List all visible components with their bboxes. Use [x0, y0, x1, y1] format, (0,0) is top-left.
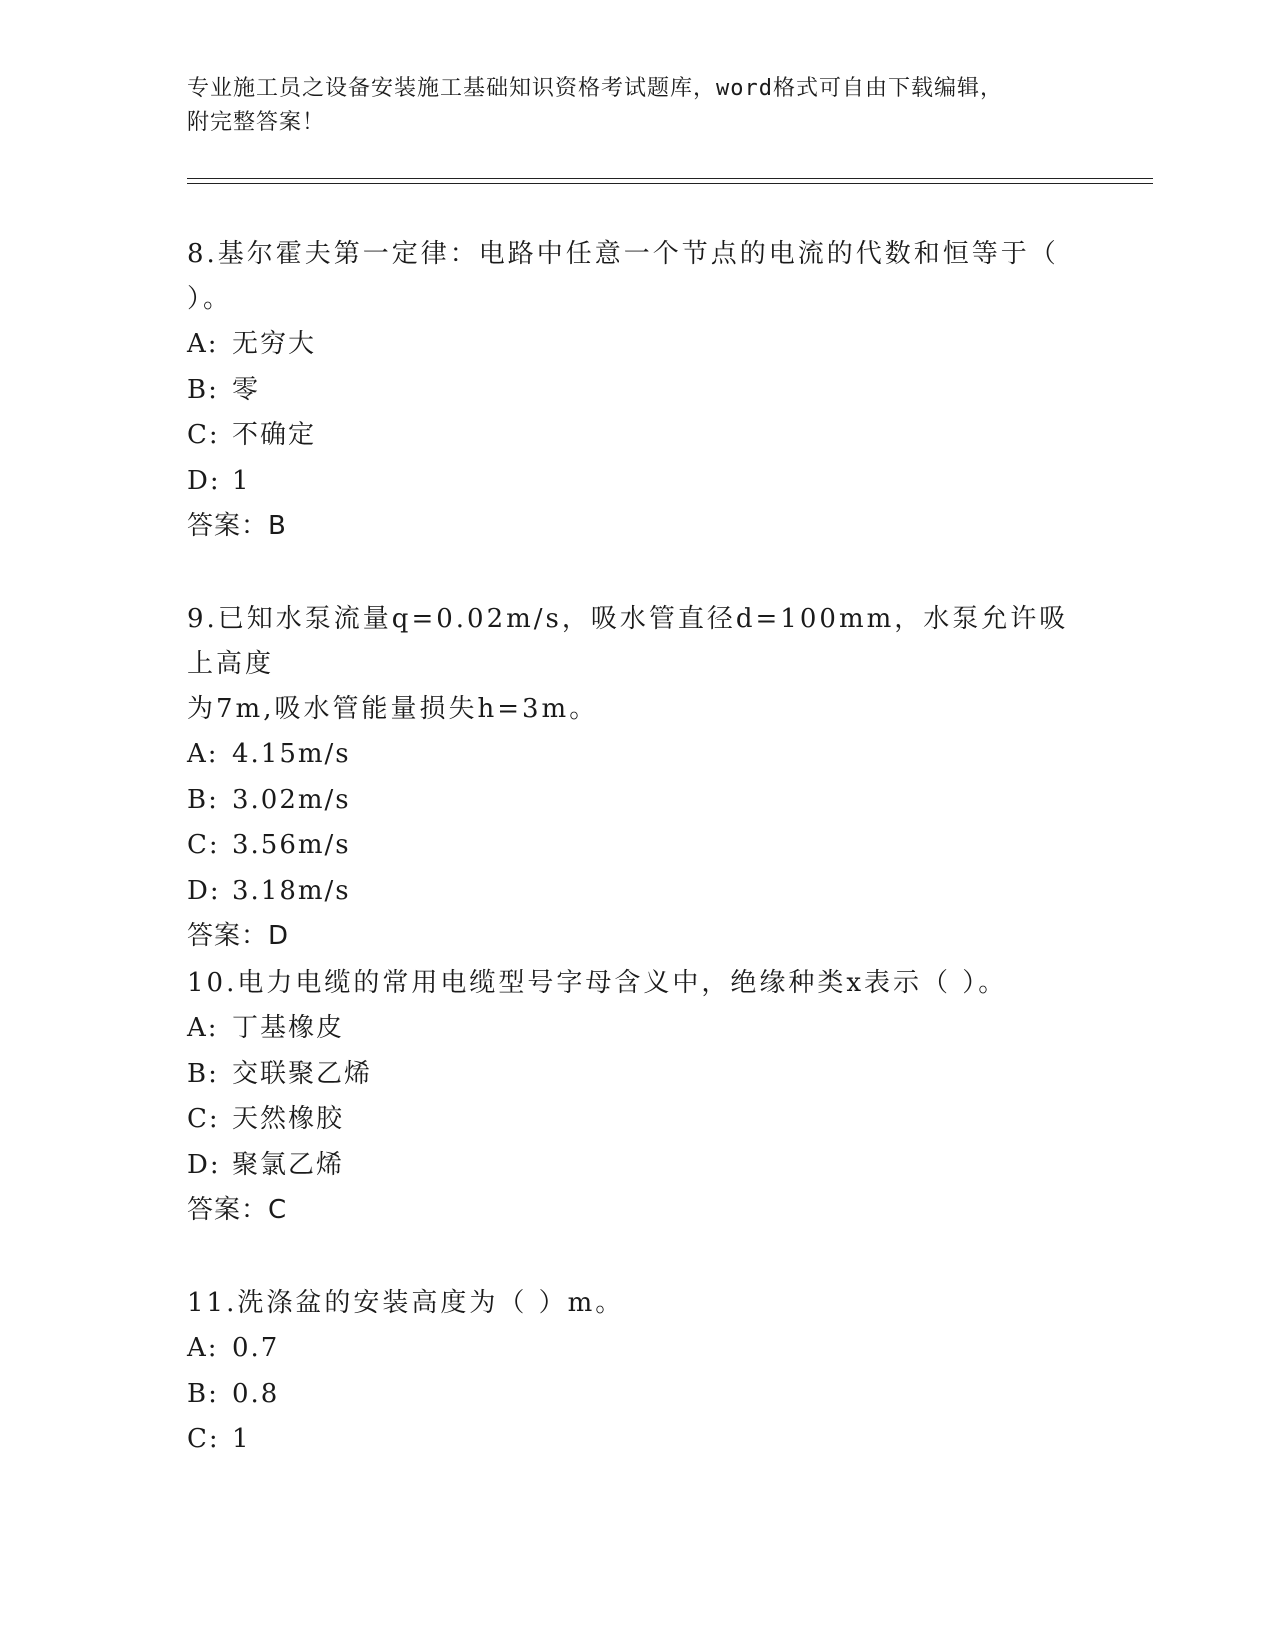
option-label: A:	[187, 329, 219, 359]
option-text: 0.8	[232, 1378, 280, 1409]
option-d	[187, 459, 1087, 505]
option-b	[187, 778, 1087, 824]
option-c	[187, 1097, 1087, 1143]
option-a	[187, 732, 1087, 778]
option-text: 天然橡胶	[232, 1104, 345, 1134]
option-b	[187, 1052, 1087, 1098]
option-label: B:	[187, 784, 219, 815]
option-text: 0.7	[232, 1333, 280, 1363]
option-text: 不确定	[232, 420, 317, 450]
option-a	[187, 322, 1087, 368]
option-label: B:	[187, 1058, 219, 1089]
question-stem: 10.电力电缆的常用电缆型号字母含义中，绝缘种类x表示（ ）。	[187, 968, 1008, 998]
question-stem-continued: 为7m,吸水管能量损失h=3m。	[187, 694, 599, 724]
option-label: D:	[187, 1149, 221, 1180]
option-label: C:	[187, 830, 220, 860]
option-c	[187, 413, 1087, 459]
option-c	[187, 823, 1087, 869]
option-text: 零	[232, 374, 261, 405]
option-label: B:	[187, 374, 219, 405]
option-a	[187, 1326, 1087, 1372]
option-text: 1	[232, 1424, 251, 1454]
question-stem: 9.已知水泵流量q=0.02m/s，吸水管直径d=100mm，水泵允许吸上高度	[187, 604, 1069, 679]
option-d	[187, 869, 1087, 915]
header-line-1: 专业施工员之设备安装施工基础知识资格考试题库，word格式可自由下载编辑，	[187, 76, 1003, 101]
document-header	[187, 72, 1087, 140]
option-text: 聚氯乙烯	[232, 1149, 345, 1180]
option-label: A:	[187, 1333, 219, 1363]
option-label: D:	[187, 465, 221, 496]
option-text: 丁基橡皮	[232, 1013, 345, 1043]
option-b	[187, 368, 1087, 414]
header-divider-top	[187, 178, 1153, 179]
question-stem-continued: ）。	[187, 284, 233, 314]
question-stem: 11.洗涤盆的安装高度为（ ）m。	[187, 1288, 625, 1318]
option-text: 4.15m/s	[232, 739, 351, 769]
option-d	[187, 1143, 1087, 1189]
option-label: A:	[187, 739, 219, 769]
question-10	[187, 961, 1087, 1233]
answer: 答案：C	[187, 1195, 288, 1225]
option-c	[187, 1417, 1087, 1463]
question-8	[187, 232, 1087, 549]
option-label: C:	[187, 1104, 220, 1134]
option-text: 3.18m/s	[232, 875, 351, 906]
option-text: 1	[232, 465, 251, 496]
option-label: C:	[187, 1424, 220, 1454]
header-line-2: 附完整答案！	[187, 110, 326, 135]
option-a	[187, 1006, 1087, 1052]
question-stem: 8.基尔霍夫第一定律：电路中任意一个节点的电流的代数和恒等于（	[187, 239, 1059, 269]
option-label: A:	[187, 1013, 219, 1043]
option-label: C:	[187, 420, 220, 450]
option-text: 3.56m/s	[232, 830, 351, 860]
option-text: 无穷大	[232, 329, 317, 359]
option-b	[187, 1372, 1087, 1418]
option-text: 3.02m/s	[232, 784, 351, 815]
header-divider-bottom	[187, 183, 1153, 184]
answer: 答案：B	[187, 511, 287, 541]
answer: 答案：D	[187, 921, 290, 951]
option-text: 交联聚乙烯	[232, 1058, 373, 1089]
option-label: B:	[187, 1378, 219, 1409]
question-11	[187, 1281, 1087, 1463]
option-label: D:	[187, 875, 221, 906]
question-9	[187, 597, 1087, 959]
